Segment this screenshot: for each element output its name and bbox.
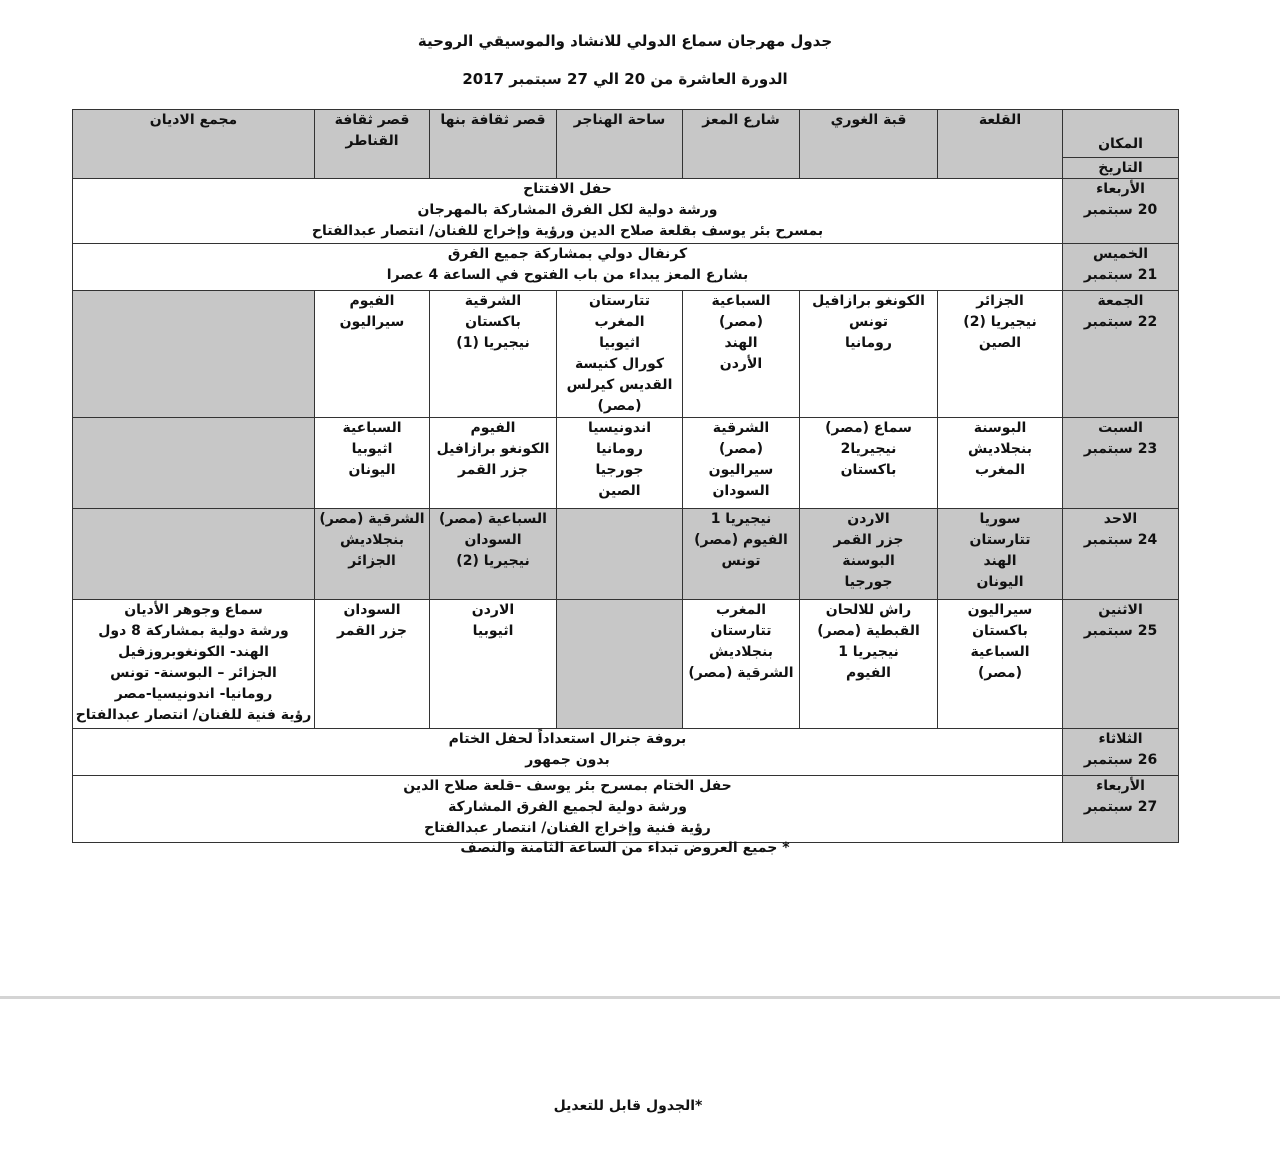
day-row xyxy=(73,776,1179,843)
performance-cell xyxy=(73,600,315,729)
date-cell xyxy=(1063,509,1179,600)
performer-line: باكستان xyxy=(465,314,521,330)
performer-line: الجزائر xyxy=(348,553,396,569)
performance-cell xyxy=(938,418,1063,509)
performance-cell xyxy=(430,509,557,600)
performance-cell xyxy=(800,418,938,509)
event-cell xyxy=(73,244,1063,291)
performer-line: السباعية xyxy=(342,420,402,436)
performance-cell xyxy=(800,600,938,729)
performer-line: القديس كيرلس xyxy=(566,377,673,393)
performer-line: جزر القمر xyxy=(337,623,407,639)
event-line: حفل الافتتاح xyxy=(523,181,612,197)
performer-line: الاردن xyxy=(847,511,890,527)
day-date: 20 سبتمبر xyxy=(1083,202,1158,218)
performer-line: اندونيسيا xyxy=(587,420,652,436)
day-row xyxy=(73,179,1179,244)
day-name: السبت xyxy=(1098,420,1143,436)
performance-cell xyxy=(557,418,683,509)
performance-cell xyxy=(683,291,800,418)
event-line: كرنفال دولي بمشاركة جميع الفرق xyxy=(447,246,688,262)
performer-line: اليونان xyxy=(976,574,1024,590)
day-name: الاحد xyxy=(1103,511,1138,527)
performer-line: اثيوبيا xyxy=(472,623,514,639)
event-line: بدون جمهور xyxy=(525,752,610,768)
performer-line: البوسنة xyxy=(842,553,895,569)
day-row xyxy=(73,600,1179,729)
performer-line: نيجيريا (2) xyxy=(456,553,530,569)
performer-line: السودان xyxy=(712,483,770,499)
venue-header xyxy=(800,110,938,179)
day-date: 27 سبتمبر xyxy=(1083,799,1158,815)
day-row xyxy=(73,418,1179,509)
schedule-subtitle: الدورة العاشرة من 20 الي 27 سبتمبر 2017 xyxy=(462,70,788,88)
performance-cell xyxy=(73,509,315,600)
performer-line: الفيوم xyxy=(470,420,516,436)
performer-line: رومانيا xyxy=(845,335,892,351)
performer-line: رومانيا- اندونيسيا-مصر xyxy=(114,686,273,702)
performer-line: الفيوم xyxy=(846,665,891,681)
performer-line: (مصر) xyxy=(597,398,642,414)
day-name: الخميس xyxy=(1092,246,1149,262)
performance-cell xyxy=(557,291,683,418)
performer-line: الشرقية (مصر) xyxy=(319,511,425,527)
day-date: 26 سبتمبر xyxy=(1083,752,1158,768)
venue-header xyxy=(683,110,800,179)
performer-line: الفيوم xyxy=(349,293,395,309)
day-date: 23 سبتمبر xyxy=(1083,441,1158,457)
performer-line: القبطية (مصر) xyxy=(817,623,920,639)
performer-line: الجزائر – البوسنة- تونس xyxy=(110,665,277,681)
event-line: ورشة دولية لكل الفرق المشاركة بالمهرجان xyxy=(417,202,718,218)
performer-line: جزر القمر xyxy=(458,462,528,478)
performer-line: باكستان xyxy=(972,623,1028,639)
day-date: 24 سبتمبر xyxy=(1083,532,1158,548)
performance-cell xyxy=(315,291,430,418)
performer-line: البوسنة xyxy=(973,420,1027,436)
venue-name: ساحة الهناجر xyxy=(573,112,666,128)
performer-line: الهند xyxy=(983,553,1017,569)
event-cell xyxy=(73,729,1063,776)
performer-line: السباعية (مصر) xyxy=(439,511,547,527)
performer-line: الشرقية xyxy=(464,293,522,309)
performer-line: ورشة دولية بمشاركة 8 دول xyxy=(98,623,289,639)
performance-cell xyxy=(683,509,800,600)
performance-cell xyxy=(938,291,1063,418)
performance-cell xyxy=(800,291,938,418)
performer-line: سيراليون xyxy=(708,462,774,478)
start-time-footnote: * جميع العروض تبداء من الساعة الثامنة والنصف xyxy=(460,840,790,856)
schedule-title: جدول مهرجان سماع الدولي للانشاد والموسيقي الروحية xyxy=(417,32,833,50)
venue-name: شارع المعز xyxy=(702,112,780,128)
performer-line: السباعية xyxy=(970,644,1030,660)
performer-line: بنجلاديش xyxy=(709,644,773,660)
performer-line: بنجلاديش xyxy=(340,532,404,548)
place-label: المكان xyxy=(1098,136,1143,152)
performer-line: رؤية فنية للفنان/ انتصار عبدالفتاح xyxy=(75,707,312,723)
venue-name: قبة الغوري xyxy=(830,112,907,128)
day-name: الجمعة xyxy=(1097,293,1144,309)
performer-line: تتارستان xyxy=(969,532,1031,548)
performer-line: الفيوم (مصر) xyxy=(694,532,788,548)
event-line: ورشة دولية لجميع الفرق المشاركة xyxy=(448,799,687,815)
performer-line: جزر القمر xyxy=(833,532,904,548)
editable-note: *الجدول قابل للتعديل xyxy=(553,1098,703,1114)
performance-cell xyxy=(430,600,557,729)
date-cell xyxy=(1063,291,1179,418)
performance-cell xyxy=(315,600,430,729)
performer-line: باكستان xyxy=(840,462,897,478)
performer-line: (مصر) xyxy=(978,665,1022,681)
date-cell xyxy=(1063,244,1179,291)
performer-line: الاردن xyxy=(471,602,515,618)
event-line: رؤية فنية وإخراج الفنان/ انتصار عبدالفتاح xyxy=(424,820,711,836)
date-cell xyxy=(1063,179,1179,244)
performer-line: الجزائر xyxy=(976,293,1024,309)
day-name: الثلاثاء xyxy=(1098,731,1143,747)
performer-line: نيجيريا (1) xyxy=(456,335,530,351)
performer-line: (مصر) xyxy=(719,314,763,330)
event-line: حفل الختام بمسرح بئر يوسف –قلعة صلاح الدين xyxy=(403,778,732,794)
performer-line: الكونغو برازافيل xyxy=(436,441,550,457)
performer-line: اثيوبيا xyxy=(599,335,640,351)
performer-line: بنجلاديش xyxy=(968,441,1032,457)
performer-line: نيجيريا 1 xyxy=(710,511,772,527)
performer-line: سيراليون xyxy=(967,602,1033,618)
performance-cell xyxy=(683,600,800,729)
day-row xyxy=(73,509,1179,600)
performer-line: (مصر) xyxy=(719,441,763,457)
performer-line: الصين xyxy=(978,335,1022,351)
performer-line: نيجيريا (2) xyxy=(963,314,1037,330)
performer-line: كورال كنيسة xyxy=(574,356,665,372)
performer-line: جورجيا xyxy=(595,462,644,478)
performer-line: الهند xyxy=(724,335,758,351)
performer-line: تتارستان xyxy=(589,293,650,309)
venue-header xyxy=(557,110,683,179)
schedule-table xyxy=(72,109,1179,843)
day-date: 25 سبتمبر xyxy=(1083,623,1158,639)
performance-cell xyxy=(315,509,430,600)
venue-header xyxy=(73,110,315,179)
day-date: 22 سبتمبر xyxy=(1083,314,1158,330)
event-cell xyxy=(73,776,1063,843)
day-row xyxy=(73,244,1179,291)
performer-line: الشرقية xyxy=(712,420,770,436)
performer-line: سيراليون xyxy=(339,314,405,330)
performance-cell xyxy=(73,291,315,418)
header-row xyxy=(73,110,1179,179)
venue-name: مجمع الاديان xyxy=(149,112,238,128)
performer-line: اثيوبيا xyxy=(351,441,393,457)
day-row xyxy=(73,291,1179,418)
date-cell xyxy=(1063,418,1179,509)
performer-line: الشرقية (مصر) xyxy=(688,665,794,681)
performer-line: نيجيريا2 xyxy=(840,441,897,457)
performer-line: المغرب xyxy=(715,602,767,618)
date-cell xyxy=(1063,776,1179,843)
venue-header xyxy=(315,110,430,179)
event-line: بشارع المعز يبداء من باب الفتوح في الساعة 4 عصرا xyxy=(386,267,749,283)
performer-line: رومانيا xyxy=(596,441,643,457)
performance-cell xyxy=(557,600,683,729)
performer-line: السودان xyxy=(343,602,401,618)
venue-name: قصر ثقافة القناطر xyxy=(334,112,410,149)
venue-name: القلعة xyxy=(978,112,1022,128)
performance-cell xyxy=(315,418,430,509)
performer-line: سوريا xyxy=(979,511,1021,527)
event-line: بروفة جنرال استعداداً لحفل الختام xyxy=(448,731,687,747)
performer-line: الهند- الكونغوبروزفيل xyxy=(118,644,269,660)
venue-header xyxy=(430,110,557,179)
performer-line: تونس xyxy=(721,553,761,569)
performance-cell xyxy=(800,509,938,600)
date-cell xyxy=(1063,600,1179,729)
date-label: التاريخ xyxy=(1063,157,1178,179)
day-name: الأربعاء xyxy=(1096,181,1145,197)
venue-name: قصر ثقافة بنها xyxy=(440,112,546,128)
performer-line: السودان xyxy=(464,532,522,548)
performer-line: المغرب xyxy=(594,314,645,330)
performance-cell xyxy=(683,418,800,509)
performer-line: الصين xyxy=(598,483,641,499)
day-name: الأربعاء xyxy=(1096,778,1145,794)
performance-cell xyxy=(938,600,1063,729)
performer-line: جورجيا xyxy=(844,574,893,590)
performer-line: اليونان xyxy=(348,462,396,478)
performer-line: تونس xyxy=(848,314,889,330)
performer-line: سماع وجوهر الأديان xyxy=(124,602,263,618)
day-name: الاثنين xyxy=(1098,602,1143,618)
date-cell xyxy=(1063,729,1179,776)
performer-line: راش للالحان xyxy=(825,602,912,618)
performer-line: نيجيريا 1 xyxy=(838,644,899,660)
day-row xyxy=(73,729,1179,776)
performer-line: سماع (مصر) xyxy=(825,420,912,436)
performance-cell xyxy=(430,418,557,509)
performance-cell xyxy=(73,418,315,509)
performer-line: المغرب xyxy=(974,462,1026,478)
performer-line: السباعية xyxy=(711,293,771,309)
day-date: 21 سبتمبر xyxy=(1083,267,1158,283)
event-cell xyxy=(73,179,1063,244)
performance-cell xyxy=(430,291,557,418)
corner-cell xyxy=(1063,110,1179,179)
performer-line: الأردن xyxy=(719,356,763,372)
performance-cell xyxy=(557,509,683,600)
performer-line: الكونغو برازافيل xyxy=(812,293,925,309)
venue-header xyxy=(938,110,1063,179)
event-line: بمسرح بئر يوسف بقلعة صلاح الدين ورؤية وإخراج للفنان/ انتصار عبدالفتاح xyxy=(311,223,824,239)
page-divider xyxy=(0,996,1280,999)
performance-cell xyxy=(938,509,1063,600)
performer-line: تتارستان xyxy=(710,623,772,639)
